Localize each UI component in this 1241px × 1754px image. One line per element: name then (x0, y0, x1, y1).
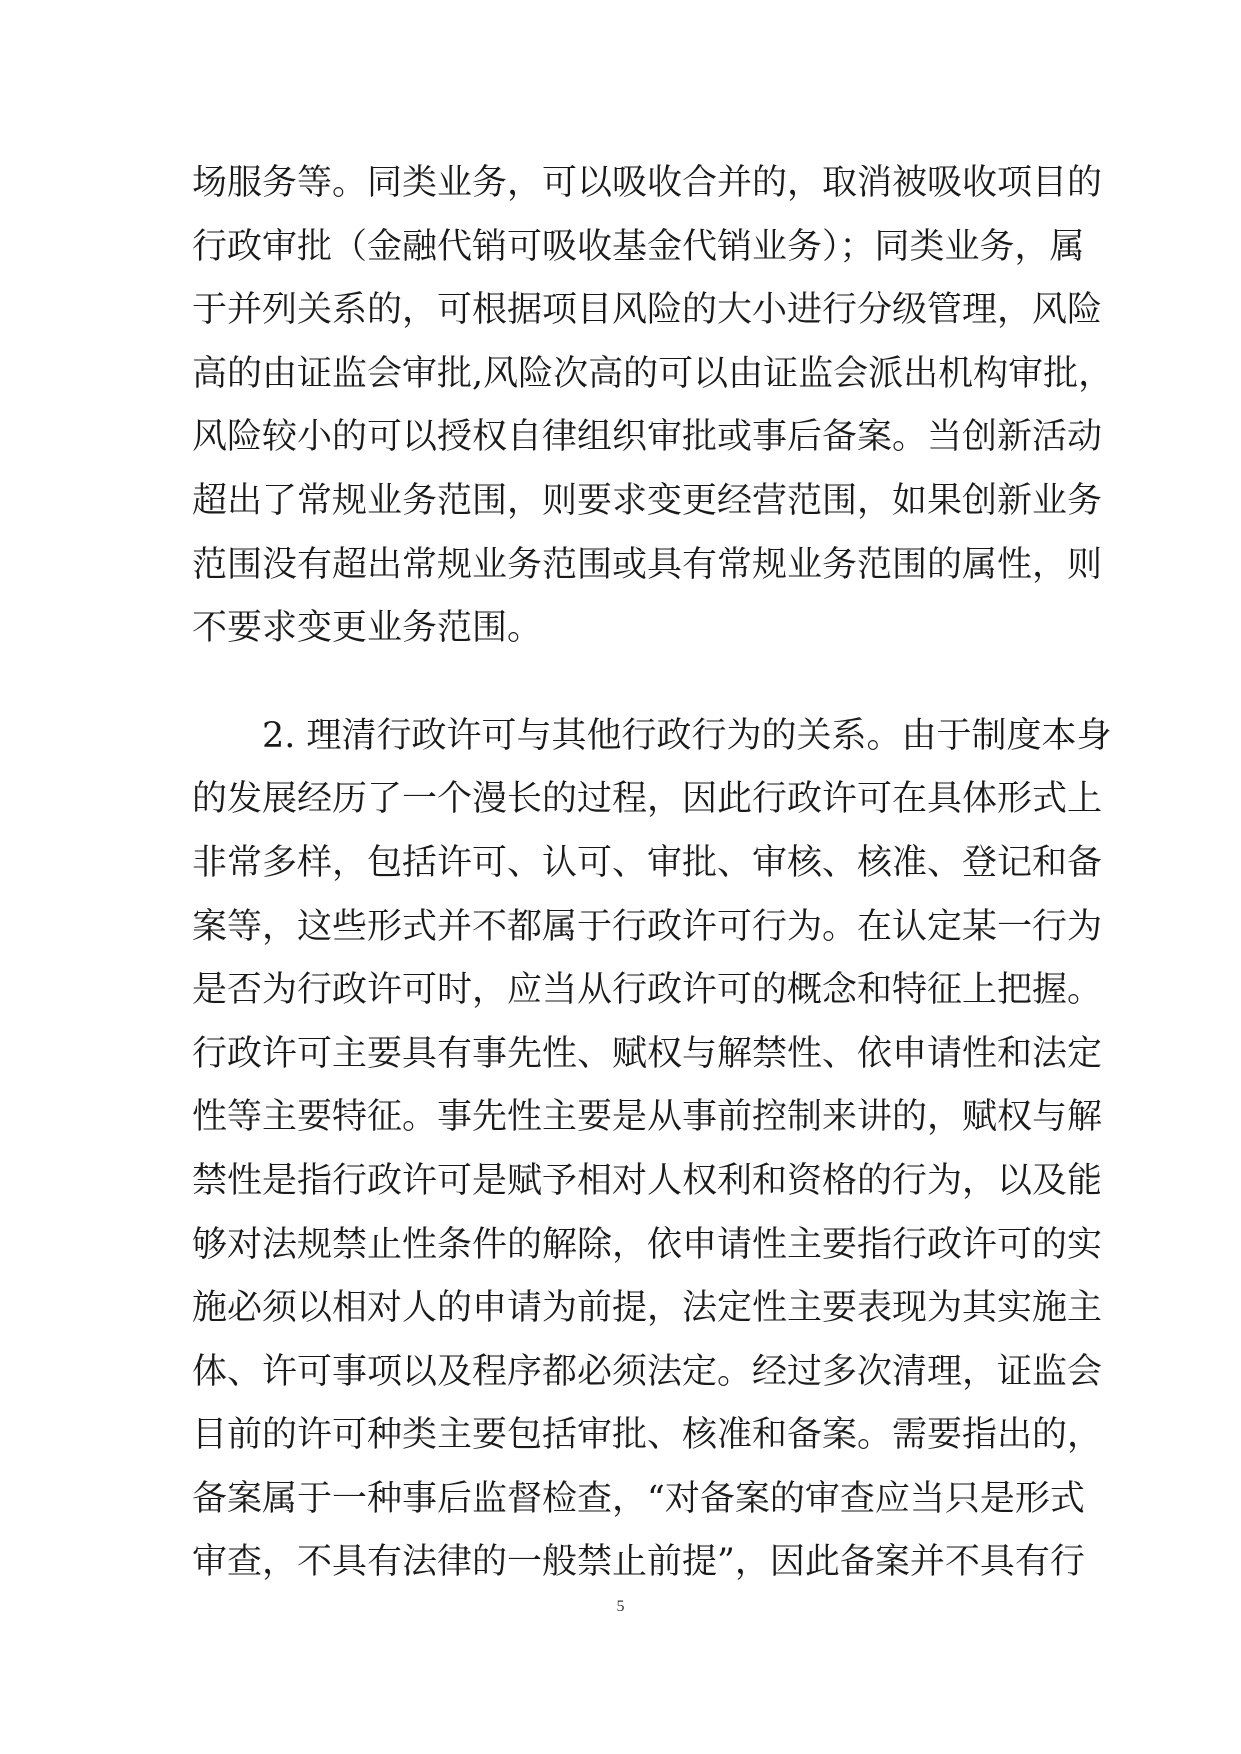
text-line: 的发展经历了一个漫长的过程，因此行政许可在具体形式上 (192, 779, 1103, 820)
body-text (192, 152, 1114, 1595)
text-line: 够对法规禁止性条件的解除，依申请性主要指行政许可的实 (192, 1224, 1103, 1265)
paragraph-2 (192, 705, 1112, 1595)
paragraph-spacer (192, 661, 1052, 705)
text-line: 高的由证监会审批,风险次高的可以由证监会派出机构审批， (192, 353, 1114, 394)
text-line: 体、许可事项以及程序都必须法定。经过多次清理，证监会 (192, 1351, 1103, 1392)
text-line: 审查，不具有法律的一般禁止前提”，因此备案并不具有行 (192, 1542, 1085, 1583)
text-line: 于并列关系的，可根据项目风险的大小进行分级管理，风险 (192, 290, 1103, 331)
paragraph-1 (192, 152, 1114, 661)
text-line: 备案属于一种事后监督检查，“对备案的审查应当只是形式 (192, 1478, 1085, 1519)
text-line: 行政许可主要具有事先性、赋权与解禁性、依申请性和法定 (192, 1033, 1103, 1074)
text-line: 性等主要特征。事先性主要是从事前控制来讲的，赋权与解 (192, 1097, 1103, 1138)
text-line: 施必须以相对人的申请为前提，法定性主要表现为其实施主 (192, 1288, 1103, 1329)
page-number: 5 (616, 1598, 625, 1615)
text-line: 超出了常规业务范围，则要求变更经营范围，如果创新业务 (192, 480, 1103, 521)
text-line: 禁性是指行政许可是赋予相对人权利和资格的行为，以及能 (192, 1160, 1103, 1201)
text-line: 不要求变更业务范围。 (192, 608, 543, 649)
text-line: 目前的许可种类主要包括审批、核准和备案。需要指出的， (192, 1415, 1103, 1456)
text-line: 非常多样，包括许可、认可、审批、审核、核准、登记和备 (192, 842, 1103, 883)
text-line: 范围没有超出常规业务范围或具有常规业务范围的属性，则 (192, 544, 1103, 585)
text-line: 风险较小的可以授权自律组织审批或事后备案。当创新活动 (192, 417, 1103, 458)
text-line: 场服务等。同类业务，可以吸收合并的，取消被吸收项目的 (192, 163, 1103, 203)
text-line: 案等，这些形式并不都属于行政许可行为。在认定某一行为 (192, 906, 1103, 947)
text-line: 2. 理清行政许可与其他行政行为的关系。由于制度本身 (262, 715, 1112, 756)
text-line: 行政审批（金融代销可吸收基金代销业务）；同类业务，属 (192, 226, 1085, 267)
text-line: 是否为行政许可时，应当从行政许可的概念和特征上把握。 (192, 970, 1103, 1011)
